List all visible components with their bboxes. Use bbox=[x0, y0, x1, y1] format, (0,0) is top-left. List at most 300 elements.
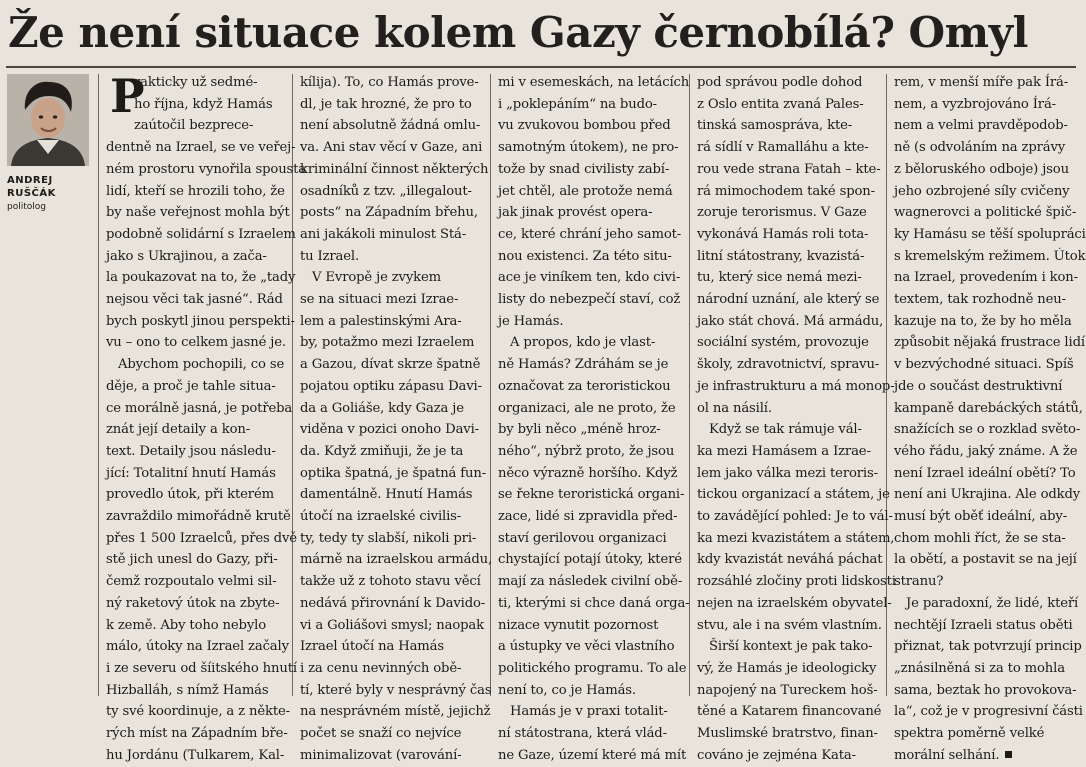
text-line bbox=[300, 593, 486, 615]
text-line bbox=[498, 115, 678, 137]
text-line bbox=[106, 398, 293, 420]
text-line bbox=[894, 484, 1081, 506]
text-line-content: tože by snad civilisty zabí- bbox=[498, 161, 670, 177]
text-line-content: školy, zdravotnictví, spravu- bbox=[697, 357, 880, 373]
text-line-content: márně na izraelskou armádu, bbox=[300, 552, 493, 568]
text-line bbox=[894, 267, 1078, 289]
text-line bbox=[894, 658, 1074, 680]
text-line-content: kriminální činnost některých bbox=[300, 161, 489, 177]
text-line bbox=[697, 137, 877, 159]
text-line bbox=[300, 72, 480, 94]
text-line bbox=[894, 571, 1074, 593]
text-line-content: vu zvukovou bombou před bbox=[498, 118, 671, 134]
text-line-content: by byli něco „méně hroz- bbox=[498, 422, 661, 438]
text-line bbox=[498, 267, 681, 289]
text-line-content: sama, beztak ho provokova- bbox=[894, 682, 1077, 698]
text-line bbox=[106, 636, 289, 658]
text-line bbox=[300, 289, 480, 311]
text-line-content: V Evropě je zvykem bbox=[312, 270, 442, 286]
text-line bbox=[697, 115, 877, 137]
text-line bbox=[106, 159, 307, 181]
text-line bbox=[498, 289, 681, 311]
text-line bbox=[106, 549, 286, 571]
text-line bbox=[300, 658, 480, 680]
text-line-content: s kremelským režimem. Útok bbox=[894, 248, 1086, 264]
text-line-content: jet chtěl, ale protože nemá bbox=[498, 183, 673, 199]
text-line bbox=[697, 615, 882, 637]
text-line bbox=[697, 723, 877, 745]
text-line bbox=[106, 311, 295, 333]
text-line-content: listy do nebezpečí staví, což bbox=[498, 292, 681, 308]
text-line-content: va. Ani stav věcí v Gaze, ani bbox=[300, 140, 483, 156]
text-line bbox=[300, 159, 489, 181]
text-line bbox=[894, 701, 1083, 723]
text-line bbox=[106, 115, 286, 137]
text-line-content: čemž rozpoutalo velmi sil- bbox=[106, 574, 277, 590]
text-line-content: tu, který sice nemá mezi- bbox=[697, 270, 862, 286]
text-line bbox=[106, 202, 290, 224]
paragraph-start-line bbox=[498, 701, 678, 723]
text-line-content: ka mezi Hamásem a Izrae- bbox=[697, 443, 871, 459]
text-line bbox=[894, 680, 1077, 702]
text-line-content: hu Jordánu (Tulkarem, Kal- bbox=[106, 747, 285, 763]
text-line bbox=[697, 680, 877, 702]
text-line-content: ce, které chrání jeho samot- bbox=[498, 226, 682, 242]
text-line bbox=[697, 376, 895, 398]
article-column-1 bbox=[106, 69, 307, 763]
text-line bbox=[697, 571, 896, 593]
text-line-content: není to, co je Hamás. bbox=[498, 682, 636, 698]
end-of-article-mark bbox=[1005, 751, 1012, 758]
text-line-content: pojatou optiku zápasu Davi- bbox=[300, 378, 482, 394]
text-line bbox=[300, 549, 493, 571]
text-line bbox=[894, 419, 1081, 441]
headline-rule bbox=[6, 66, 1076, 68]
text-line bbox=[498, 680, 678, 702]
text-line bbox=[894, 159, 1074, 181]
text-line bbox=[498, 246, 678, 268]
text-line-content: nizace vynutit pozornost bbox=[498, 617, 659, 633]
text-line bbox=[300, 224, 480, 246]
text-line bbox=[300, 723, 480, 745]
text-line-content: ném prostoru vynořila spousta bbox=[106, 161, 307, 177]
text-line bbox=[697, 354, 880, 376]
text-line bbox=[697, 72, 877, 94]
article-column-5 bbox=[894, 72, 1086, 763]
text-line-content: nejsou věci tak jasné“. Rád bbox=[106, 292, 283, 308]
paragraph-start-line bbox=[697, 636, 877, 658]
text-line bbox=[697, 311, 884, 333]
author-portrait-image bbox=[7, 74, 89, 166]
text-line bbox=[106, 528, 297, 550]
text-line bbox=[300, 181, 480, 203]
text-line bbox=[498, 159, 678, 181]
text-line bbox=[106, 181, 286, 203]
text-line-content: tu Izrael. bbox=[300, 248, 360, 264]
text-line-content: mi v esemeskách, na letácích bbox=[498, 75, 690, 90]
text-line-content: text. Detaily jsou následu- bbox=[106, 443, 276, 459]
text-line-content: ti, kterými si chce daná orga- bbox=[498, 595, 690, 611]
text-line bbox=[697, 159, 881, 181]
text-line-content: vykonává Hamás roli tota- bbox=[697, 226, 869, 242]
text-line-content: není absolutně žádná omlu- bbox=[300, 118, 481, 134]
text-line-content: a Gazou, dívat skrze špatně bbox=[300, 357, 481, 373]
text-line-content: tí, které byly v nesprávný čas bbox=[300, 682, 492, 698]
text-line-content: spektra poměrně velké bbox=[894, 726, 1045, 742]
text-line bbox=[894, 463, 1074, 485]
column-divider bbox=[98, 74, 99, 696]
text-line-content: ní státostrana, která vlád- bbox=[498, 726, 667, 742]
text-line-content: vi a Goliášovi smysl; naopak bbox=[300, 617, 484, 633]
text-line-content: ol na násilí. bbox=[697, 400, 772, 416]
text-line-content: ce morálně jasná, je potřeba bbox=[106, 400, 293, 416]
text-line-content: chom mohli říct, že se sta- bbox=[894, 530, 1066, 546]
text-line bbox=[894, 354, 1074, 376]
text-line bbox=[697, 224, 877, 246]
text-line-content: lem jako válka mezi teroris- bbox=[697, 465, 878, 481]
text-line-content: rá mimochodem také spon- bbox=[697, 183, 875, 199]
text-line bbox=[106, 463, 286, 485]
text-line-content: ty, tedy ty slabší, nikoli pri- bbox=[300, 530, 477, 546]
text-line bbox=[697, 463, 877, 485]
text-line bbox=[894, 636, 1082, 658]
text-line-content: není ani Ukrajina. Ale odkdy bbox=[894, 487, 1081, 503]
text-line bbox=[300, 398, 480, 420]
text-line bbox=[498, 94, 678, 116]
text-line-content: počet se snaží co nejvíce bbox=[300, 726, 462, 742]
text-line bbox=[106, 658, 297, 680]
text-line-content: stranu? bbox=[894, 574, 944, 590]
text-line bbox=[300, 202, 480, 224]
text-line bbox=[697, 441, 877, 463]
text-line-content: ka mezi kvazistátem a státem, bbox=[697, 530, 895, 546]
text-line-content: morální selhání. bbox=[894, 747, 1000, 763]
text-line-content: rem, v menší míře pak Írá- bbox=[894, 75, 1069, 90]
text-line-content: přiznat, tak potvrzují princip bbox=[894, 639, 1082, 655]
text-line bbox=[106, 701, 290, 723]
text-line bbox=[697, 246, 877, 268]
text-line-content: Když se tak rámuje vál- bbox=[709, 422, 862, 438]
text-line bbox=[498, 224, 682, 246]
text-line-content: Abychom pochopili, co se bbox=[118, 357, 285, 373]
text-line bbox=[300, 506, 480, 528]
text-line-content: zaútočil bezprece- bbox=[134, 118, 254, 134]
text-line-content: viděna v pozici onoho Davi- bbox=[300, 422, 479, 438]
text-line bbox=[498, 484, 685, 506]
text-line bbox=[697, 202, 877, 224]
text-line-content: nem a velmi pravděpodob- bbox=[894, 118, 1068, 134]
text-line-content: A propos, kdo je vlast- bbox=[510, 335, 656, 351]
text-line-content: kílija). To, co Hamás prove- bbox=[300, 75, 479, 90]
text-line bbox=[300, 528, 480, 550]
column-divider bbox=[490, 74, 491, 696]
text-line-content: organizaci, ale ne proto, že bbox=[498, 400, 676, 416]
text-line bbox=[894, 137, 1074, 159]
text-line bbox=[697, 745, 877, 767]
text-line bbox=[894, 745, 1074, 767]
text-line bbox=[697, 506, 893, 528]
text-line-content: damentálně. Hnutí Hamás bbox=[300, 487, 473, 503]
text-line-content: tinská samospráva, kte- bbox=[697, 118, 853, 134]
text-line bbox=[498, 181, 678, 203]
text-line-content: útočí na izraelské civilis- bbox=[300, 509, 462, 525]
text-line-content: se řekne teroristická organi- bbox=[498, 487, 685, 503]
text-line-content: lidí, kteří se hrozili toho, že bbox=[106, 183, 285, 199]
text-line-content: jako s Ukrajinou, a zača- bbox=[106, 248, 267, 264]
text-line bbox=[697, 528, 895, 550]
text-line bbox=[697, 181, 877, 203]
text-line-content: rakticky už sedmé- bbox=[134, 75, 258, 90]
text-line bbox=[894, 72, 1074, 94]
text-line bbox=[894, 549, 1077, 571]
text-line-content: těné a Katarem financované bbox=[697, 704, 882, 720]
text-line bbox=[697, 549, 883, 571]
text-line-content: politického programu. To ale bbox=[498, 660, 687, 676]
paragraph-start-line bbox=[894, 593, 1079, 615]
text-line-content: „znásilněná si za to mohla bbox=[894, 660, 1065, 676]
text-line bbox=[300, 115, 480, 137]
text-line bbox=[894, 202, 1077, 224]
text-line-content: Je paradoxní, že lidé, kteří bbox=[906, 595, 1079, 611]
text-line bbox=[894, 615, 1074, 637]
text-line-content: nejen na izraelském obyvatel- bbox=[697, 595, 892, 611]
text-line-content: cováno je zejména Kata- bbox=[697, 747, 856, 763]
text-line bbox=[300, 484, 480, 506]
text-line bbox=[894, 398, 1083, 420]
text-line-content: staví gerilovou organizaci bbox=[498, 530, 667, 546]
text-line-content: označovat za teroristickou bbox=[498, 378, 671, 394]
text-line-content: i ze severu od šíitského hnutí bbox=[106, 660, 297, 676]
text-line bbox=[106, 267, 296, 289]
text-line-content: i „poklepáním“ na budo- bbox=[498, 96, 657, 112]
text-line-content: se na situaci mezi Izrae- bbox=[300, 292, 459, 308]
text-line-content: nem, a vyzbrojováno Írá- bbox=[894, 96, 1056, 112]
paragraph-start-line bbox=[106, 354, 286, 376]
text-line-content: lem a palestinskými Ara- bbox=[300, 313, 462, 329]
text-line-content: kazuje na to, že by ho měla bbox=[894, 313, 1072, 329]
text-line-content: děje, a proč je tahle situa- bbox=[106, 378, 276, 394]
paragraph-start-line bbox=[498, 332, 678, 354]
text-line-content: není Izrael ideální obětí? To bbox=[894, 465, 1076, 481]
text-line bbox=[894, 506, 1074, 528]
text-line-content: ky Hamásu se těší spolupráci bbox=[894, 226, 1086, 242]
text-line-content: nedává přirovnání k Davido- bbox=[300, 595, 486, 611]
text-line bbox=[300, 376, 480, 398]
text-line-content: jako stát chová. Má armádu, bbox=[697, 313, 884, 329]
text-line bbox=[106, 72, 286, 94]
text-line bbox=[106, 376, 286, 398]
text-line-content: Muslimské bratrstvo, finan- bbox=[697, 726, 878, 742]
text-line bbox=[300, 441, 480, 463]
text-line-content: jeho ozbrojené síly cvičeny bbox=[894, 183, 1070, 199]
text-line-content: ho října, když Hamás bbox=[134, 96, 273, 112]
text-line-content: la poukazovat na to, že „tady bbox=[106, 270, 296, 286]
text-line-content: ného“, nýbrž proto, že jsou bbox=[498, 443, 675, 459]
text-line-content: málo, útoky na Izrael začaly bbox=[106, 639, 289, 655]
text-line bbox=[498, 745, 687, 767]
text-line bbox=[106, 246, 286, 268]
text-line bbox=[498, 506, 678, 528]
text-line bbox=[498, 72, 690, 94]
text-line bbox=[697, 289, 880, 311]
text-line-content: jak jinak provést opera- bbox=[498, 205, 653, 221]
text-line bbox=[300, 615, 484, 637]
text-line bbox=[697, 484, 890, 506]
text-line-content: je Hamás. bbox=[498, 313, 564, 329]
text-line bbox=[300, 94, 480, 116]
text-line-content: z běloruského odboje) jsou bbox=[894, 161, 1069, 177]
text-line bbox=[498, 571, 683, 593]
text-line bbox=[106, 745, 286, 767]
text-line-content: ty své koordinuje, a z někte- bbox=[106, 704, 290, 720]
text-line-content: optika špatná, je špatná fun- bbox=[300, 465, 487, 481]
text-line bbox=[498, 463, 678, 485]
text-line-content: ani jakákoli minulost Stá- bbox=[300, 226, 467, 242]
article-column-4 bbox=[697, 72, 896, 763]
text-line-content: národní uznání, ale který se bbox=[697, 292, 880, 308]
text-line-content: přes 1 500 Izraelců, přes dvě bbox=[106, 530, 297, 546]
text-line bbox=[894, 376, 1074, 398]
text-line-content: a ústupky ve věci vlastního bbox=[498, 639, 675, 655]
article-column-3 bbox=[498, 72, 690, 763]
text-line-content: něco výrazně horšího. Když bbox=[498, 465, 678, 481]
text-line bbox=[498, 137, 678, 159]
text-line bbox=[300, 137, 483, 159]
text-line-content: napojený na Tureckem hoš- bbox=[697, 682, 878, 698]
text-line-content: da. Když zmiňuji, že je ta bbox=[300, 443, 464, 459]
text-line-content: provedlo útok, při kterém bbox=[106, 487, 274, 503]
text-line-content: takže už z tohoto stavu věcí bbox=[300, 574, 481, 590]
text-line-content: Hamás je v praxi totalit- bbox=[510, 704, 668, 720]
text-line-content: samotným útokem), ne pro- bbox=[498, 140, 679, 156]
text-line bbox=[106, 723, 286, 745]
paragraph-start-line bbox=[300, 267, 480, 289]
text-line-content: Hizballáh, s nímž Hamás bbox=[106, 682, 269, 698]
text-line-content: na Izrael, provedením i kon- bbox=[894, 270, 1078, 286]
text-line-content: by, potažmo mezi Izraelem bbox=[300, 335, 475, 351]
text-line-content: rá sídlí v Ramalláhu a kte- bbox=[697, 140, 869, 156]
text-line-content: musí být oběť ideální, aby- bbox=[894, 509, 1068, 525]
text-line-content: da a Goliáše, kdy Gaza je bbox=[300, 400, 464, 416]
text-line bbox=[498, 441, 678, 463]
text-line-content: litní státostrany, kvazistá- bbox=[697, 248, 865, 264]
text-line bbox=[300, 636, 480, 658]
text-line bbox=[498, 354, 678, 376]
article-column-2 bbox=[300, 72, 493, 763]
text-line bbox=[498, 419, 678, 441]
text-line-content: ne Gaze, území které má mít bbox=[498, 747, 687, 763]
text-line bbox=[894, 528, 1074, 550]
text-line-content: způsobit nějaká frustrace lidí bbox=[894, 335, 1085, 351]
text-line bbox=[106, 484, 286, 506]
text-line-content: ný raketový útok na zbyte- bbox=[106, 595, 280, 611]
text-line bbox=[894, 115, 1074, 137]
text-line bbox=[106, 506, 291, 528]
text-line bbox=[498, 723, 678, 745]
text-line-content: zoruje terorismus. V Gaze bbox=[697, 205, 867, 221]
text-line-content: jde o součást destruktivní bbox=[894, 378, 1063, 394]
text-line bbox=[697, 701, 882, 723]
text-line-content: zace, lidé si zpravidla před- bbox=[498, 509, 678, 525]
text-line bbox=[894, 246, 1086, 268]
text-line-content: stvu, ale i na svém vlastním. bbox=[697, 617, 882, 633]
author-name: ANDREJ RUŠČÁK bbox=[7, 175, 56, 199]
author-role: politolog bbox=[7, 202, 46, 212]
drop-cap: P bbox=[110, 69, 145, 123]
text-line-content: rou vede strana Fatah – kte- bbox=[697, 161, 881, 177]
text-line bbox=[697, 332, 877, 354]
text-line-content: kampaně darebáckých států, bbox=[894, 400, 1083, 416]
text-line-content: rozsáhlé zločiny proti lidskosti bbox=[697, 574, 896, 590]
text-line bbox=[697, 398, 877, 420]
text-line bbox=[894, 289, 1074, 311]
text-line-content: wagnerovci a politické špič- bbox=[894, 205, 1077, 221]
text-line-content: podobně solidární s Izraelem bbox=[106, 226, 296, 242]
text-line-content: na nesprávném místě, jejichž bbox=[300, 704, 491, 720]
text-line bbox=[300, 354, 480, 376]
text-line-content: textem, tak rozhodně neu- bbox=[894, 292, 1066, 308]
text-line-content: minimalizovat (varování- bbox=[300, 747, 462, 763]
text-line-content: ace je viníkem ten, kdo civi- bbox=[498, 270, 681, 286]
text-line bbox=[498, 311, 678, 333]
text-line-content: vého řádu, jaký známe. A že bbox=[894, 443, 1078, 459]
text-line-content: chystající potají útoky, které bbox=[498, 552, 682, 568]
text-line bbox=[894, 94, 1074, 116]
text-line bbox=[300, 680, 492, 702]
text-line bbox=[300, 419, 480, 441]
text-line-content: jící: Totalitní hnutí Hamás bbox=[106, 465, 276, 481]
text-line bbox=[894, 332, 1085, 354]
text-line bbox=[300, 571, 480, 593]
text-line bbox=[106, 332, 286, 354]
text-line-content: ně Hamás? Zdráhám se je bbox=[498, 357, 669, 373]
text-line-content: la“, což je v progresivní části bbox=[894, 704, 1083, 720]
text-line bbox=[697, 267, 877, 289]
text-line-content: Izrael útočí na Hamás bbox=[300, 639, 444, 655]
text-line-content: znát její detaily a kon- bbox=[106, 422, 251, 438]
text-line bbox=[498, 549, 682, 571]
text-line bbox=[498, 593, 690, 615]
text-line bbox=[300, 745, 480, 767]
text-line-content: z Oslo entita zvaná Pales- bbox=[697, 96, 864, 112]
text-line bbox=[300, 463, 487, 485]
text-line bbox=[498, 398, 678, 420]
text-line-content: vý, že Hamás je ideologicky bbox=[697, 660, 877, 676]
text-line bbox=[300, 332, 480, 354]
text-line-content: Širší kontext je pak tako- bbox=[709, 639, 873, 655]
text-line bbox=[498, 376, 678, 398]
text-line-content: kdy kvazistát neváhá páchat bbox=[697, 552, 883, 568]
text-line bbox=[697, 658, 877, 680]
text-line bbox=[300, 701, 491, 723]
text-line-content: osadníků z tzv. „illegalout- bbox=[300, 183, 472, 199]
text-line bbox=[106, 680, 286, 702]
text-line-content: dl, je tak hrozné, že pro to bbox=[300, 96, 472, 112]
text-line bbox=[894, 311, 1074, 333]
text-line-content: pod správou podle dohod bbox=[697, 75, 863, 90]
text-line bbox=[498, 615, 678, 637]
text-line bbox=[106, 289, 286, 311]
text-line-content: tickou organizací a státem, je bbox=[697, 487, 890, 503]
text-line-content: rých míst na Západním bře- bbox=[106, 726, 288, 742]
text-line-content: nou existenci. Za této situ- bbox=[498, 248, 672, 264]
text-line bbox=[106, 137, 296, 159]
text-line bbox=[106, 441, 286, 463]
text-line-content: to zavádějící pohled: Je to vál- bbox=[697, 509, 893, 525]
text-line bbox=[498, 528, 678, 550]
text-line bbox=[106, 224, 296, 246]
text-line-content: bych poskytl jinou perspekti- bbox=[106, 313, 295, 329]
